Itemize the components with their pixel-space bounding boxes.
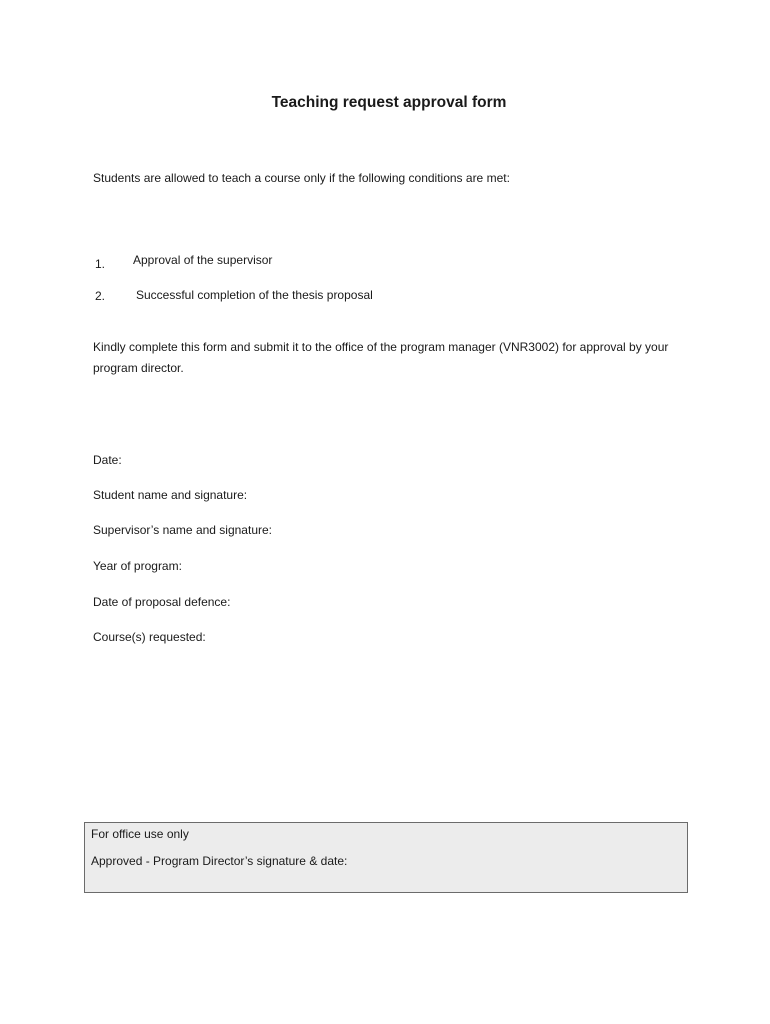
proposal-defence-date-label: Date of proposal defence: [93,595,231,609]
date-field-label: Date: [93,453,122,467]
office-use-box [84,822,688,893]
student-name-signature-label: Student name and signature: [93,488,248,502]
director-approval-label: Approved - Program Director’s signature & date: [91,854,348,868]
intro-text: Students are allowed to teach a course only if the following conditions are met: [93,171,510,185]
condition-number: 1. [95,257,106,271]
condition-number: 2. [95,289,106,303]
condition-text: Successful completion of the thesis proposal [136,288,373,302]
page-title: Teaching request approval form [271,94,507,111]
supervisor-name-signature-label: Supervisor’s name and signature: [93,523,272,537]
instructions-text: Kindly complete this form and submit it to the office of the program manager (VNR3002) for approval by your program director. [93,340,669,375]
year-of-program-label: Year of program: [93,559,182,573]
courses-requested-label: Course(s) requested: [93,630,206,644]
office-use-title: For office use only [91,827,189,841]
condition-text: Approval of the supervisor [133,253,273,267]
